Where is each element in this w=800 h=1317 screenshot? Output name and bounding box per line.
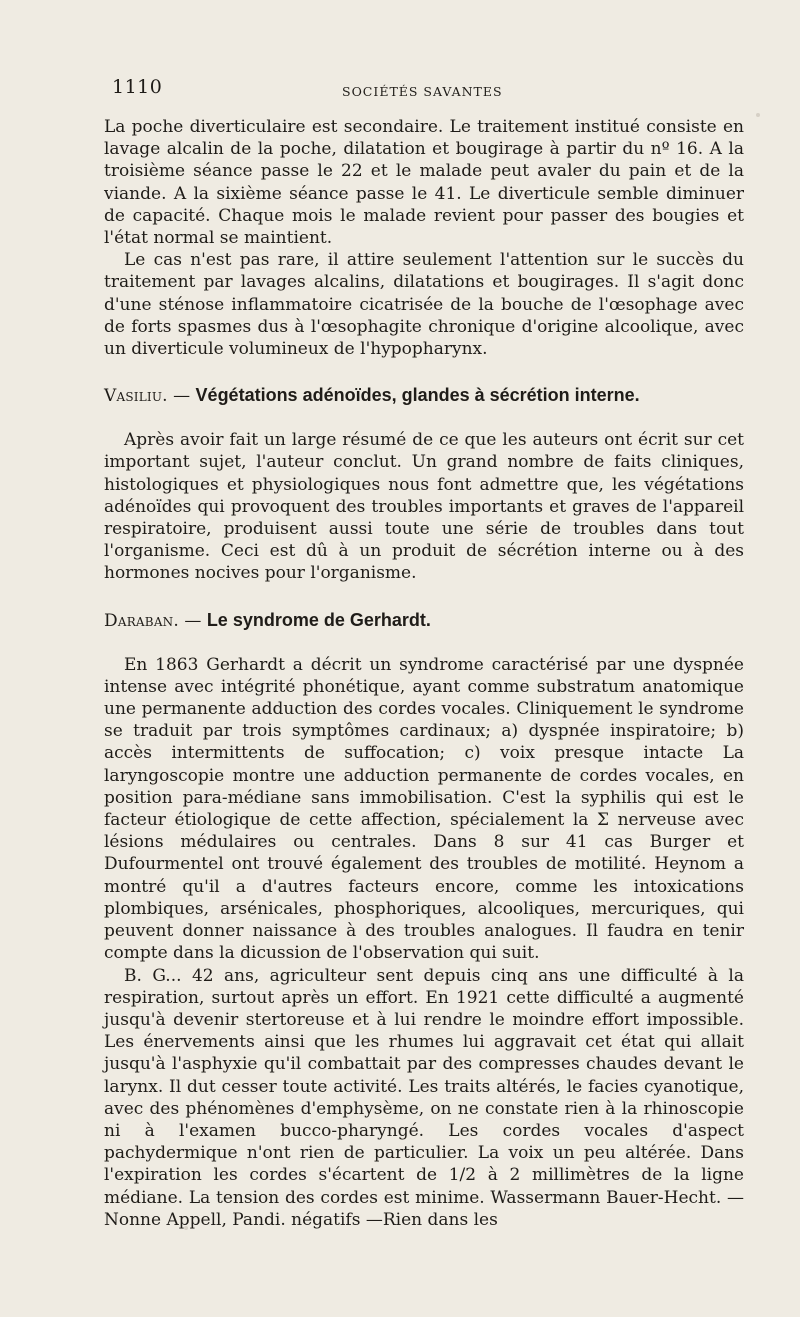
- page-number: 1110: [112, 76, 163, 98]
- paper-speck: [756, 113, 760, 117]
- author-name: Daraban.: [104, 610, 179, 631]
- paragraph-adenoid-vegetations: Après avoir fait un large résumé de ce que les auteurs ont écrit sur cet important sujet, l'auteur conclut. Un grand nombre de faits cliniques, histologiques et physiologiques nous font admettre que, les végétations adénoïdes qui provoquent des troubles importants et graves de l'appareil respiratoire, produisent aussi toute une série de troubles dans tout l'organisme. Ceci est dû à un produit de sécrétion interne ou à des hormones nocives pour l'organisme.: [104, 430, 744, 584]
- page-header: [104, 76, 746, 110]
- paragraph-case-observation: B. G... 42 ans, agriculteur sent depuis cinq ans une difficulté à la respiration, surtout après un effort. En 1921 cette difficulté a augmenté jusqu'à devenir stertoreuse et à lui rendre le moindre effort impossible. Les énervements ainsi que les rhumes lui aggravait cet état qui allait jusqu'à l'asphyxie qu'il combattait par des compresses chaudes devant le larynx. Il dut cesser toute activité. Les traits altérés, le facies cyanotique, avec des phénomènes d'emphysème, on ne constate rien à la rhinoscopie ni à l'examen bucco-pharyngé. Les cordes vocales d'aspect pachydermique n'ont rien de particulier. La voix un peu altérée. Dans l'expiration les cordes s'écartent de 1/2 à 2 millimètres de la ligne médiane. La tension des cordes est minime. Wassermann Bauer-Hecht. —Nonne Appell, Pandi. négatifs —Rien dans les: [104, 965, 744, 1230]
- author-name: Vasiliu.: [104, 386, 168, 407]
- heading-dash: —: [179, 610, 207, 631]
- section-title: Le syndrome de Gerhardt.: [206, 609, 431, 630]
- paragraph-gerhardt-syndrome: En 1863 Gerhardt a décrit un syndrome caractérisé par une dyspnée intense avec intégrité phonétique, ayant comme substratum anatomique une permanente adduction des cordes vocales. Cliniquement le syndrome se traduit par trois symptômes cardinaux; a) dyspnée inspiratoire; b) accès intermittents de suffocation; c) voix presque intacte La laryngoscopie montre une adduction permanente de cordes vocales, en position para-médiane sans immobilisation. C'est la syphilis qui est le facteur étiologique de cette affection, spécialement la Σ nerveuse avec lésions médulaires ou centrales. Dans 8 sur 41 cas Burger et Dufourmentel ont trouvé également des troubles de motilité. Heynom a montré qu'il a d'autres facteurs encore, comme les intoxications plombiques, arsénicales, phosphoriques, alcooliques, mercuriques, qui peuvent donner naissance à des troubles analogues. Il faudra en tenir compte dans la dicussion de l'observation qui suit.: [104, 654, 744, 964]
- running-title: SOCIÉTÉS SAVANTES: [342, 84, 503, 99]
- heading-dash: —: [167, 386, 196, 407]
- section-heading-daraban: [104, 609, 744, 632]
- section-title: Végétations adénoïdes, glandes à sécrétion interne.: [195, 385, 640, 406]
- section-heading-vasiliu: [104, 384, 744, 407]
- article-content: [104, 116, 744, 1231]
- paragraph-case-discussion: Le cas n'est pas rare, il attire seulement l'attention sur le succès du traitement par lavages alcalins, dilatations et bougirages. Il s'agit donc d'une sténose inflammatoire cicatrisée de la bouche de l'œsophage avec de forts spasmes dus à l'œsophagite chronique d'origine alcoolique, avec un diverticule volumineux de l'hypopharynx.: [104, 250, 744, 360]
- paper-speck: [184, 1226, 188, 1230]
- paragraph-diverticulum-treatment: La poche diverticulaire est secondaire. Le traitement institué consiste en lavage alcalin de la poche, dilatation et bougirage à partir du nº 16. A la troisième séance passe le 22 et le malade peut avaler du pain et de la viande. A la sixième séance passe le 41. Le diverticule semble diminuer de capacité. Chaque mois le malade revient pour passer des bougies et l'état normal se maintient.: [104, 117, 744, 249]
